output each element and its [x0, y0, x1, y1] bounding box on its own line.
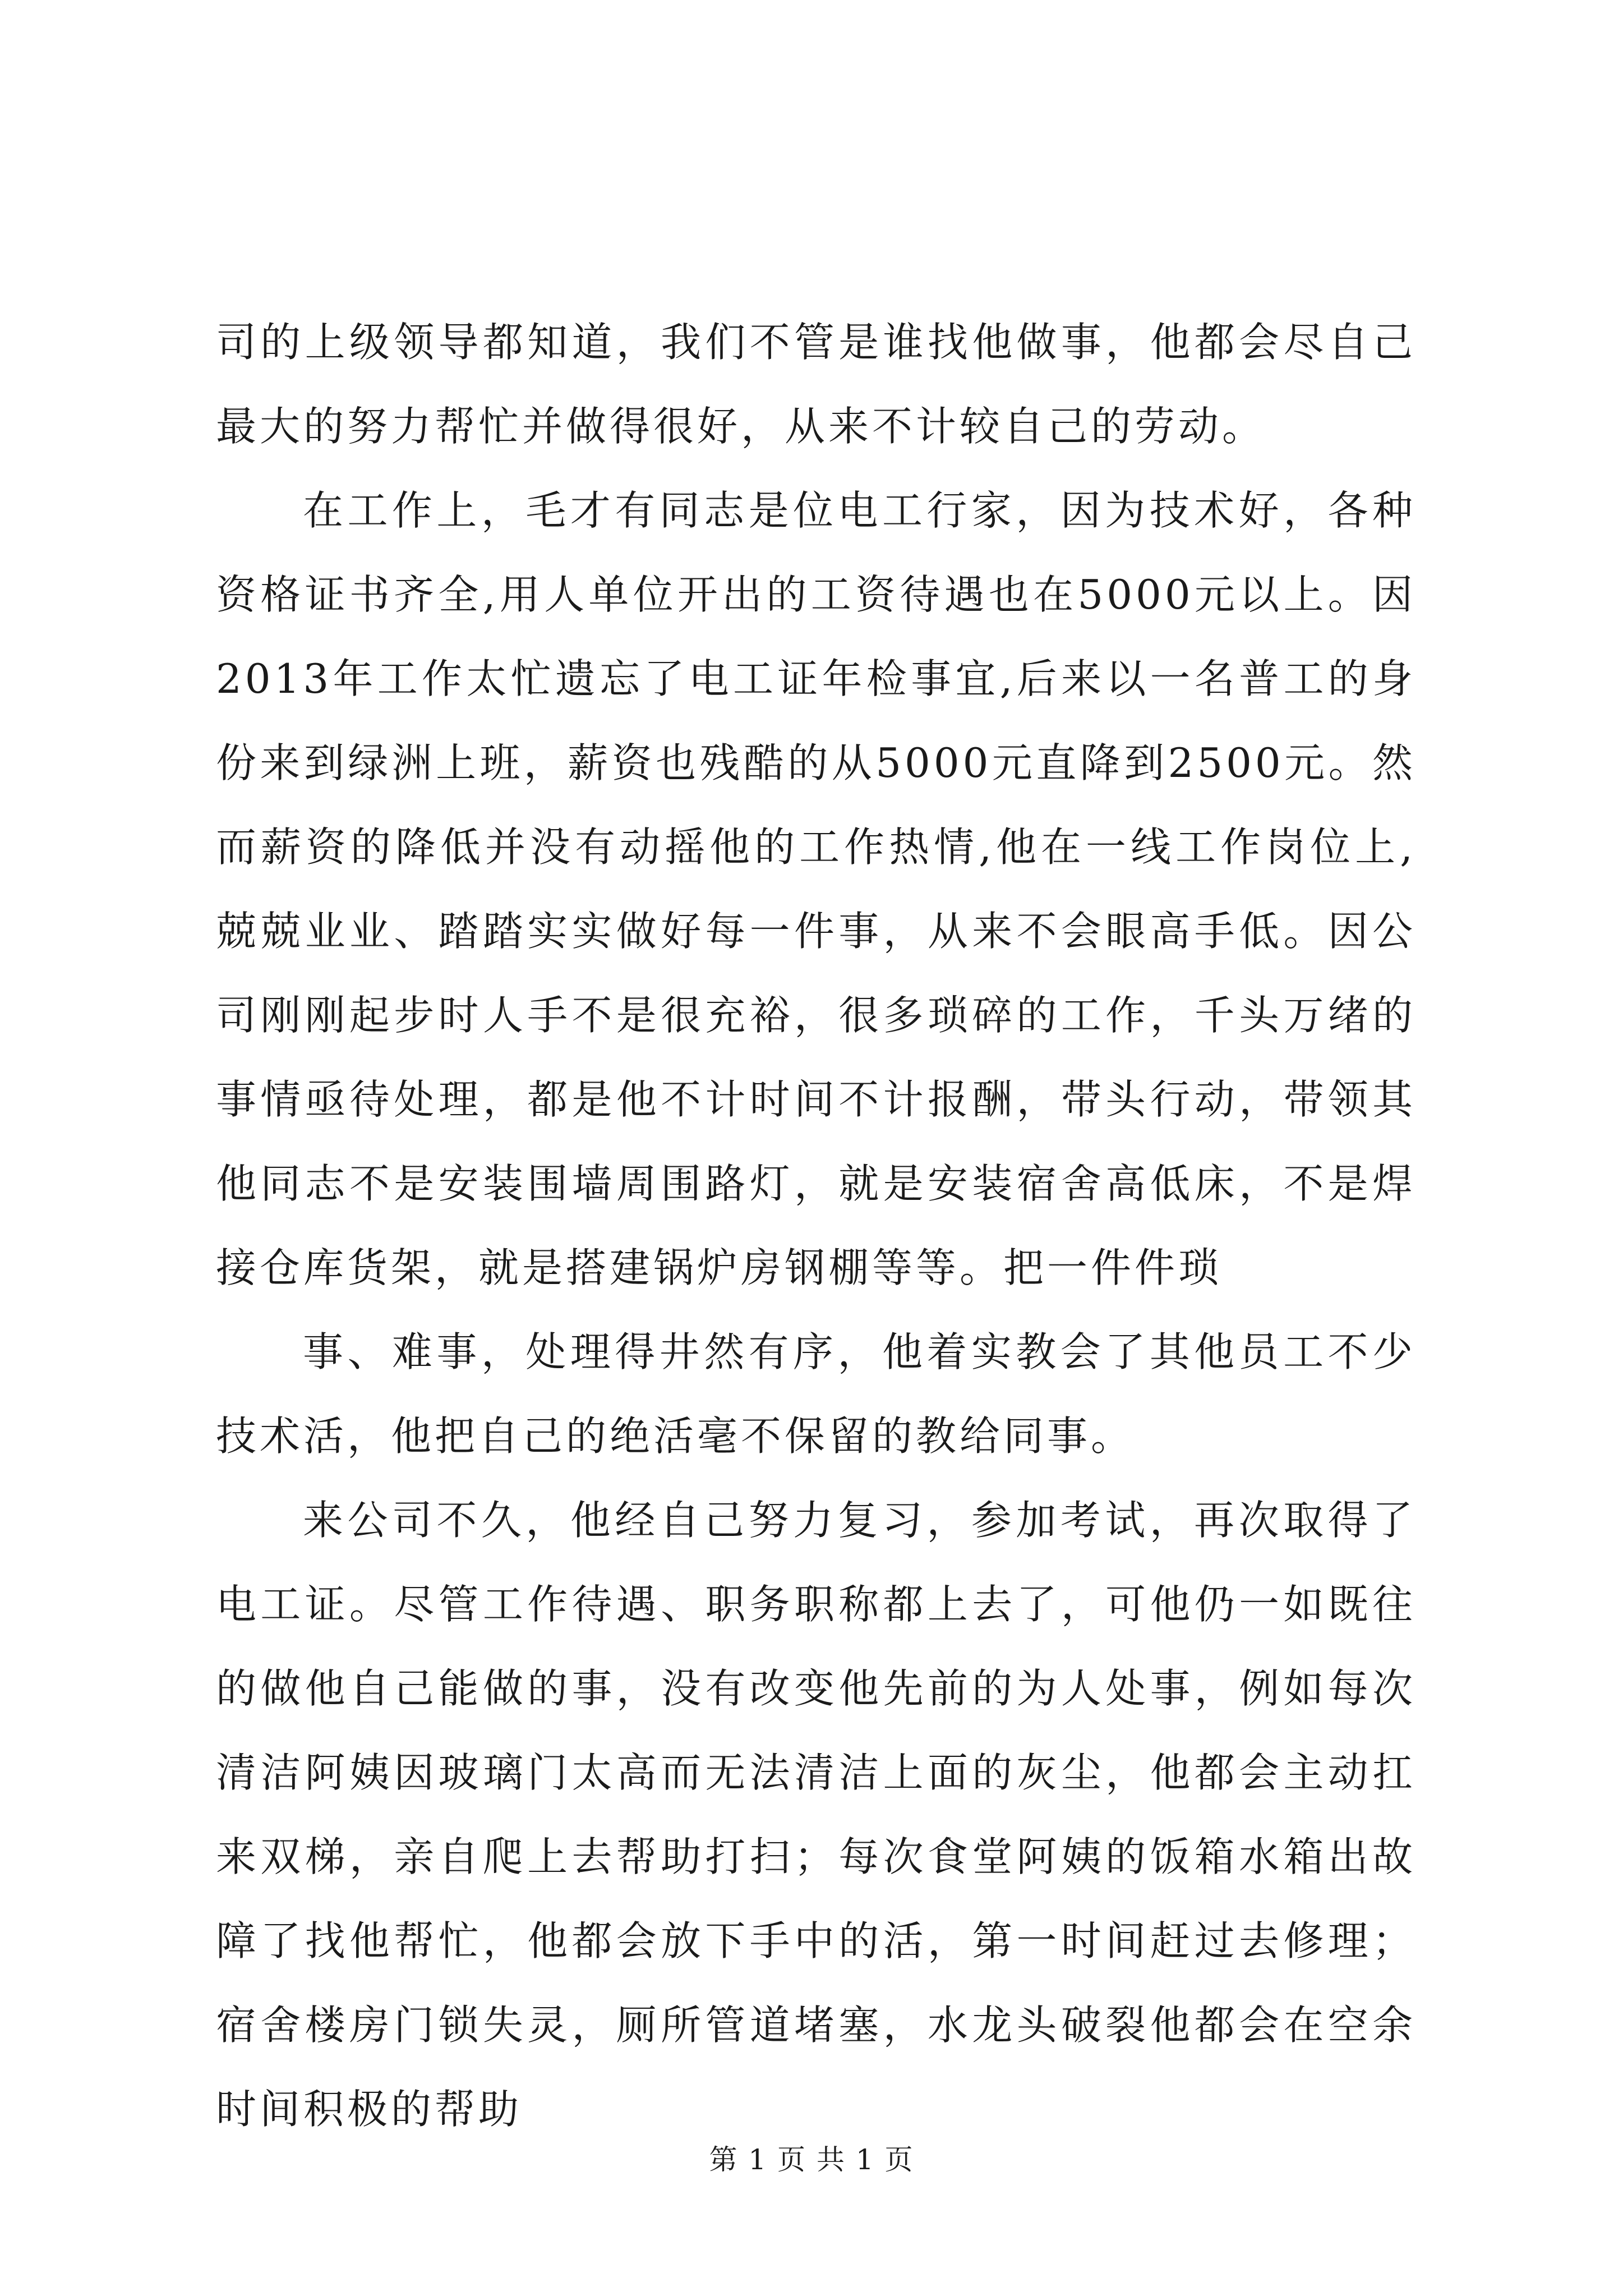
document-body: [216, 300, 1416, 2151]
paragraph-4: 来公司不久，他经自己努力复习，参加考试，再次取得了电工证。尽管工作待遇、职务职称都上去了，可他仍一如既往的做他自己能做的事，没有改变他先前的为人处事，例如每次清洁阿姨因玻璃门太高而无法清洁上面的灰尘，他都会主动扛来双梯，亲自爬上去帮助打扫；每次食堂阿姨的饭箱水箱出故障了找他帮忙，他都会放下手中的活，第一时间赶过去修理；宿舍楼房门锁失灵，厕所管道堵塞，水龙头破裂他都会在空余时间积极的帮助: [216, 1497, 1416, 2133]
paragraph-3: 事、难事，处理得井然有序，他着实教会了其他员工不少技术活，他把自己的绝活毫不保留的教给同事。: [216, 1328, 1416, 1460]
page-footer: 第 1 页 共 1 页: [709, 2143, 914, 2176]
paragraph-1: 司的上级领导都知道，我们不管是谁找他做事，他都会尽自己最大的努力帮忙并做得很好，从来不计较自己的劳动。: [216, 319, 1416, 450]
paragraph-2: 在工作上，毛才有同志是位电工行家，因为技术好，各种资格证书齐全,用人单位开出的工资待遇也在5000元以上。因2013年工作太忙遗忘了电工证年检事宜,后来以一名普工的身份来到绿洲上班，薪资也残酷的从5000元直降到2500元。然而薪资的降低并没有动摇他的工作热情,他在一线工作岗位上,兢兢业业、踏踏实实做好每一件事，从来不会眼高手低。因公司刚刚起步时人手不是很充裕，很多琐碎的工作，千头万绪的事情亟待处理，都是他不计时间不计报酬，带头行动，带领其他同志不是安装围墙周围路灯，就是安装宿舍高低床，不是焊接仓库货架，就是搭建锅炉房钢棚等等。把一件件琐: [216, 487, 1416, 1291]
